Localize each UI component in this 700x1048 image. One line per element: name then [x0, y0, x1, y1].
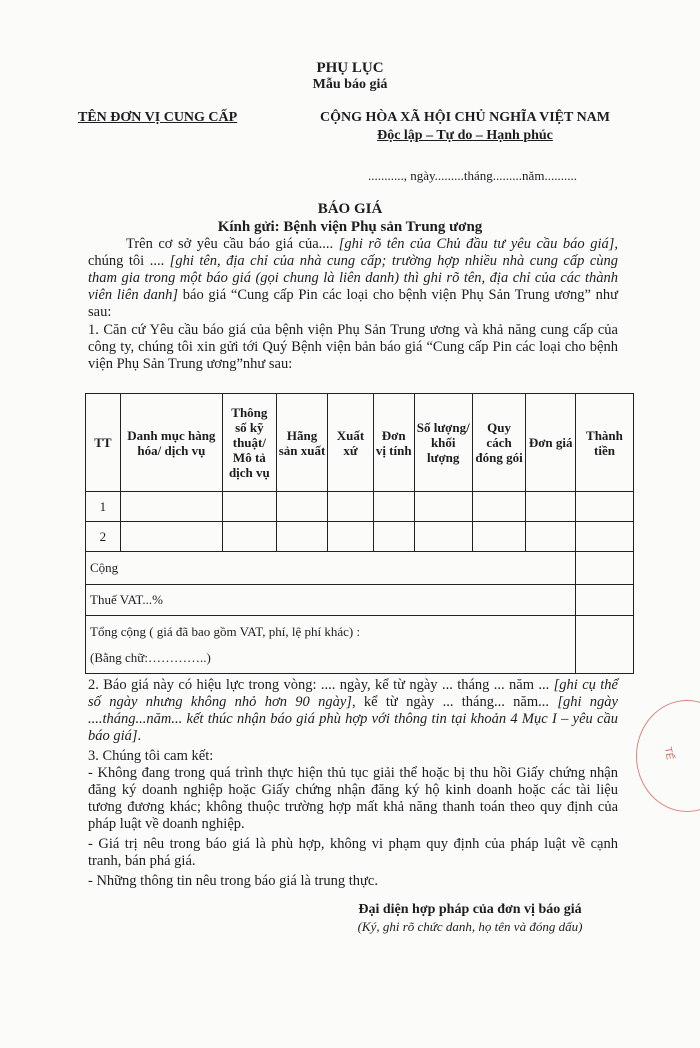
signature-note: (Ký, ghi rõ chức danh, họ tên và đóng dấu) — [357, 919, 583, 934]
quote-table — [85, 393, 634, 674]
col-unit: Đơn vị tính — [373, 394, 414, 492]
validity-paragraph — [88, 677, 618, 745]
row-number: 1 — [86, 492, 121, 522]
col-manufacturer: Hãng sản xuất — [276, 394, 328, 492]
row-number: 2 — [86, 522, 121, 552]
col-tt: TT — [86, 394, 121, 492]
intro-paragraph — [88, 236, 618, 321]
col-amount: Thành tiền — [575, 394, 633, 492]
commitment-item: - Không đang trong quá trình thực hiện thủ tục giải thể hoặc bị thu hồi Giấy chứng nhận đăng ký doanh nghiệp hoặc Giấy chứng nhận đăng ký hộ kinh doanh hoặc các tài liệu tương đương khác; không thuộc trường hợp mất khả năng thanh toán theo quy định của pháp luật về doanh nghiệp. — [88, 765, 618, 832]
grand-total-row — [86, 616, 634, 674]
grand-total-label: Tổng cộng ( giá đã bao gồm VAT, phí, lệ phí khác) : — [90, 623, 361, 639]
vat-row — [86, 585, 634, 616]
intro-italic-1: [ghi rõ tên của Chủ đầu tư yêu cầu báo giá], — [338, 236, 618, 252]
intro-text-1: Trên cơ sở yêu cầu báo giá của.... — [126, 236, 339, 252]
table-row — [86, 492, 634, 522]
intro-italic-2: [ghi tên, địa chỉ của nhà cung cấp; trường hợp nhiều nhà cung cấp cùng tham gia trong một báo giá (gọi chung là liên danh) thì ghi rõ tên, địa chỉ của các thành viên liên danh] — [88, 253, 619, 303]
col-quantity: Số lượng/ khối lượng — [414, 394, 472, 492]
commitment-item: - Những thông tin nêu trong báo giá là trung thực. — [88, 873, 378, 889]
validity-text-1: 2. Báo giá này có hiệu lực trong vòng: .... ngày, kể từ ngày ... tháng ... năm ... — [88, 677, 554, 693]
supplier-label: TÊN ĐƠN VỊ CUNG CẤP — [78, 110, 238, 125]
total-label: Cộng — [86, 552, 576, 585]
intro-text-2: chúng tôi .... — [88, 253, 170, 269]
motto: Độc lập – Tự do – Hạnh phúc — [377, 128, 553, 143]
country-name: CỘNG HÒA XÃ HỘI CHỦ NGHĨA VIỆT NAM — [319, 110, 610, 125]
col-spec: Thông số kỹ thuật/ Mô tả dịch vụ — [222, 394, 276, 492]
date-line: ..........., ngày.........tháng.........năm.......... — [368, 168, 577, 183]
doc-title: BÁO GIÁ — [317, 201, 383, 217]
vat-label: Thuế VAT...% — [86, 585, 576, 616]
col-packing: Quy cách đóng gói — [472, 394, 526, 492]
signature-title: Đại diện hợp pháp của đơn vị báo giá — [358, 902, 582, 917]
validity-text-3: . — [137, 728, 142, 744]
recipient: Kính gửi: Bệnh viện Phụ sản Trung ương — [217, 219, 483, 235]
appendix-subtitle: Mẫu báo giá — [312, 77, 388, 92]
col-unit-price: Đơn giá — [526, 394, 576, 492]
stamp-text: TẾ — [661, 746, 675, 761]
col-item: Danh mục hàng hóa/ dịch vụ — [120, 394, 222, 492]
validity-italic-1: [ghi cụ thể số ngày nhưng không nhỏ hơn 90 ngày] — [88, 677, 618, 710]
total-row — [86, 552, 634, 585]
commitment-item: - Giá trị nêu trong báo giá là phù hợp, không vi phạm quy định của pháp luật về cạnh tranh, bán phá giá. — [88, 836, 618, 869]
validity-italic-2: [ghi ngày ....tháng...năm... kết thúc nhận báo giá phù hợp với thông tin tại khoản 4 Mục I – yêu cầu báo giá] — [88, 694, 618, 744]
appendix-title: PHỤ LỤC — [316, 60, 384, 76]
col-origin: Xuất xứ — [328, 394, 373, 492]
validity-text-2: , kể từ ngày ... tháng... năm... — [351, 694, 558, 710]
commitments-heading: 3. Chúng tôi cam kết: — [88, 748, 214, 764]
in-words-label: (Bằng chữ:…………..) — [90, 649, 211, 665]
table-header-row — [86, 394, 634, 492]
basis-paragraph: 1. Căn cứ Yêu cầu báo giá của bệnh viện Phụ Sản Trung ương và khả năng cung cấp của công ty, chúng tôi xin gửi tới Quý Bệnh viện bản báo giá “Cung cấp Pin các loại cho bệnh viện Phụ Sản Trung ương”như sau: — [88, 322, 618, 372]
intro-text-3: báo giá “Cung cấp Pin các loại cho bệnh viện Phụ Sản Trung ương” như sau: — [88, 287, 618, 320]
table-row — [86, 522, 634, 552]
grand-total-cell — [86, 616, 576, 674]
